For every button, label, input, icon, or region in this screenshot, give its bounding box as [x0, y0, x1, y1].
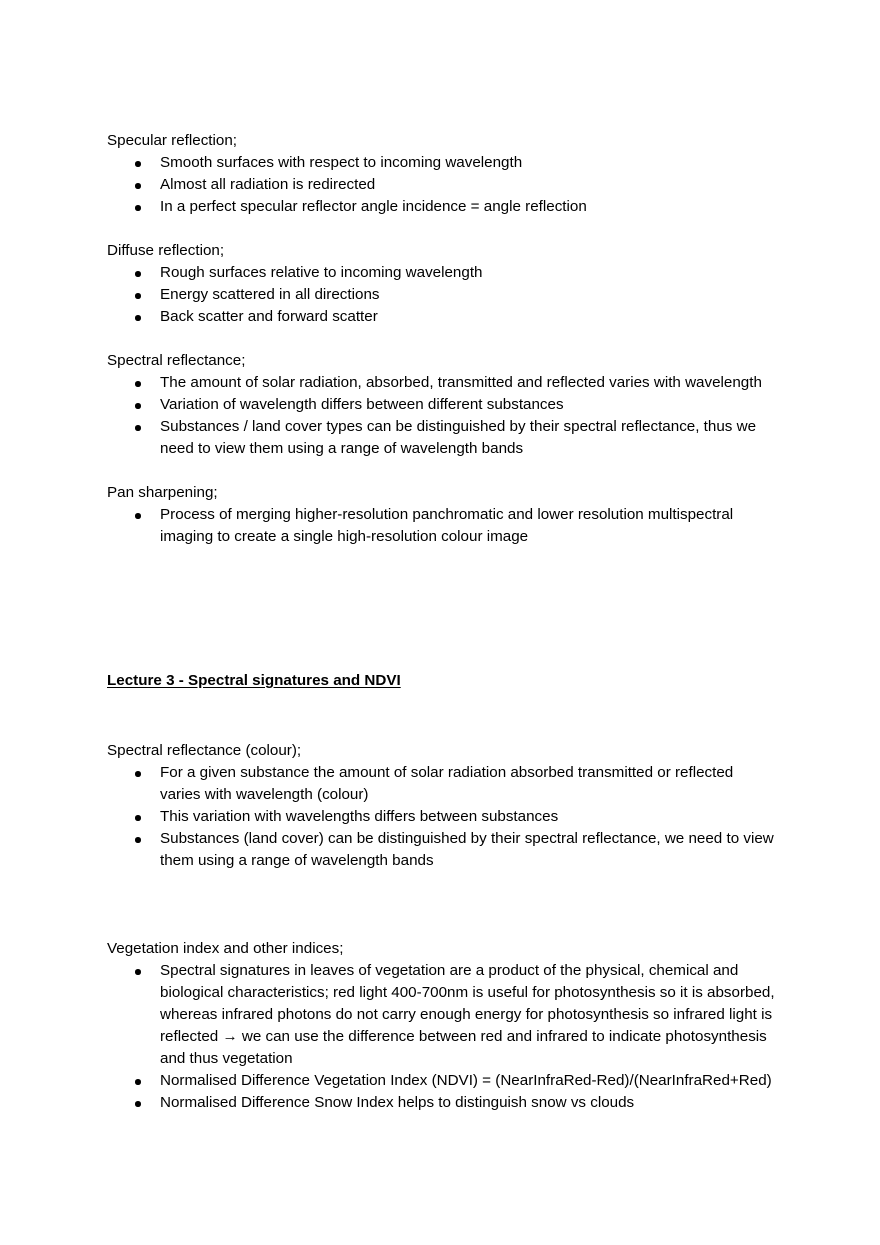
section-vegetation-index — [107, 938, 777, 1114]
list-item: Substances (land cover) can be distinguished by their spectral reflectance, we need to view them using a range of wavelength bands — [107, 828, 777, 872]
section-lead: Vegetation index and other indices; — [107, 940, 344, 957]
bullet-list — [107, 152, 777, 218]
vertical-spacer — [107, 894, 777, 938]
list-item: Normalised Difference Snow Index helps to distinguish snow vs clouds — [107, 1092, 777, 1114]
list-item: For a given substance the amount of solar radiation absorbed transmitted or reflected varies with wavelength (colour) — [107, 762, 777, 806]
list-item: Rough surfaces relative to incoming wavelength — [107, 262, 777, 284]
section-spectral-reflectance-colour — [107, 740, 777, 872]
section-diffuse-reflection — [107, 240, 777, 328]
list-item: In a perfect specular reflector angle incidence = angle reflection — [107, 196, 777, 218]
list-item: Process of merging higher-resolution panchromatic and lower resolution multispectral imaging to create a single high-resolution colour image — [107, 504, 777, 548]
bullet-list — [107, 762, 777, 872]
vertical-spacer — [107, 692, 777, 740]
list-item: Variation of wavelength differs between different substances — [107, 394, 777, 416]
list-item: Smooth surfaces with respect to incoming wavelength — [107, 152, 777, 174]
section-lead: Specular reflection; — [107, 132, 238, 149]
section-specular-reflection — [107, 130, 777, 218]
section-pan-sharpening — [107, 482, 777, 548]
list-item: Normalised Difference Vegetation Index (NDVI) = (NearInfraRed-Red)/(NearInfraRed+Red) — [107, 1070, 777, 1092]
list-item: This variation with wavelengths differs between substances — [107, 806, 777, 828]
list-item: Back scatter and forward scatter — [107, 306, 777, 328]
section-lead: Spectral reflectance; — [107, 352, 246, 369]
bullet-list — [107, 372, 777, 460]
list-item: Spectral signatures in leaves of vegetation are a product of the physical, chemical and biological characteristics; red light 400-700nm is useful for photosynthesis so it is absorbed, whereas infrared photons do not carry enough energy for photosynthesis so infrared light is reflected → we can use the difference between red and infrared to indicate photosynthesis and thus vegetation — [107, 960, 777, 1070]
page-title: Lecture 3 - Spectral signatures and NDVI — [107, 672, 401, 689]
bullet-list — [107, 262, 777, 328]
list-item: Almost all radiation is redirected — [107, 174, 777, 196]
section-lead: Diffuse reflection; — [107, 242, 225, 259]
document-body — [107, 130, 777, 1114]
vertical-spacer — [107, 570, 777, 670]
bullet-list — [107, 960, 777, 1114]
list-item: The amount of solar radiation, absorbed, transmitted and reflected varies with wavelength — [107, 372, 777, 394]
lecture-heading-block — [107, 670, 777, 692]
section-lead: Pan sharpening; — [107, 484, 218, 501]
list-item: Substances / land cover types can be distinguished by their spectral reflectance, thus we need to view them using a range of wavelength bands — [107, 416, 777, 460]
section-spectral-reflectance — [107, 350, 777, 460]
section-lead: Spectral reflectance (colour); — [107, 742, 302, 759]
list-item: Energy scattered in all directions — [107, 284, 777, 306]
bullet-list — [107, 504, 777, 548]
